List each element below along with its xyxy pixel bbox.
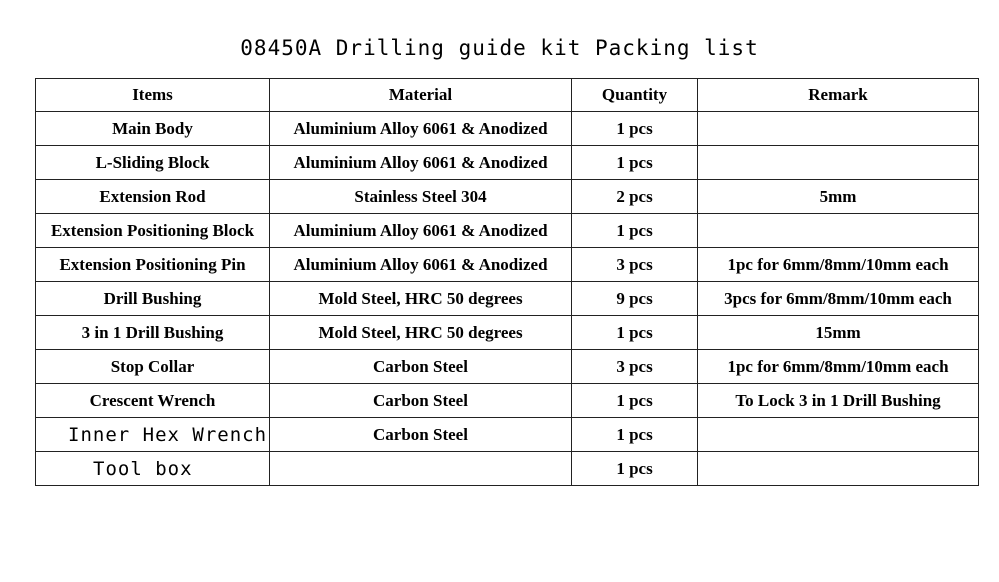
cell-material [270,452,572,486]
cell-item: Stop Collar [36,350,270,384]
packing-list-table [35,78,979,486]
table-row [36,316,979,350]
cell-item: L-Sliding Block [36,146,270,180]
cell-quantity: 1 pcs [572,452,698,486]
cell-quantity: 3 pcs [572,350,698,384]
cell-item: 3 in 1 Drill Bushing [36,316,270,350]
cell-quantity: 1 pcs [572,214,698,248]
cell-quantity: 1 pcs [572,384,698,418]
header-quantity: Quantity [572,79,698,112]
header-remark: Remark [698,79,979,112]
table-row [36,248,979,282]
cell-material: Carbon Steel [270,418,572,452]
table-row [36,452,979,486]
cell-item: Extension Positioning Block [36,214,270,248]
cell-remark: 15mm [698,316,979,350]
cell-remark [698,112,979,146]
page-title: 08450A Drilling guide kit Packing list [240,36,759,60]
cell-material: Mold Steel, HRC 50 degrees [270,282,572,316]
cell-quantity: 9 pcs [572,282,698,316]
header-items: Items [36,79,270,112]
cell-remark [698,452,979,486]
table-row [36,384,979,418]
table-row [36,112,979,146]
cell-quantity: 2 pcs [572,180,698,214]
table-row [36,350,979,384]
cell-material: Carbon Steel [270,350,572,384]
cell-material: Aluminium Alloy 6061 & Anodized [270,112,572,146]
cell-item: Crescent Wrench [36,384,270,418]
cell-remark [698,418,979,452]
cell-material: Aluminium Alloy 6061 & Anodized [270,248,572,282]
table-row [36,180,979,214]
cell-material: Aluminium Alloy 6061 & Anodized [270,214,572,248]
cell-material: Stainless Steel 304 [270,180,572,214]
cell-material: Mold Steel, HRC 50 degrees [270,316,572,350]
cell-remark: 1pc for 6mm/8mm/10mm each [698,350,979,384]
cell-quantity: 1 pcs [572,146,698,180]
cell-item: Inner Hex Wrench [36,418,270,452]
table-row [36,282,979,316]
cell-item: Extension Rod [36,180,270,214]
cell-remark: 5mm [698,180,979,214]
table-row [36,418,979,452]
cell-quantity: 3 pcs [572,248,698,282]
cell-quantity: 1 pcs [572,112,698,146]
cell-item: Tool box [36,452,270,486]
cell-item: Main Body [36,112,270,146]
cell-remark: 3pcs for 6mm/8mm/10mm each [698,282,979,316]
table-row [36,214,979,248]
cell-remark: To Lock 3 in 1 Drill Bushing [698,384,979,418]
cell-item: Extension Positioning Pin [36,248,270,282]
cell-remark [698,214,979,248]
table-header-row [36,79,979,112]
cell-remark [698,146,979,180]
cell-quantity: 1 pcs [572,316,698,350]
cell-material: Aluminium Alloy 6061 & Anodized [270,146,572,180]
header-material: Material [270,79,572,112]
cell-quantity: 1 pcs [572,418,698,452]
cell-item: Drill Bushing [36,282,270,316]
cell-remark: 1pc for 6mm/8mm/10mm each [698,248,979,282]
table-row [36,146,979,180]
cell-material: Carbon Steel [270,384,572,418]
